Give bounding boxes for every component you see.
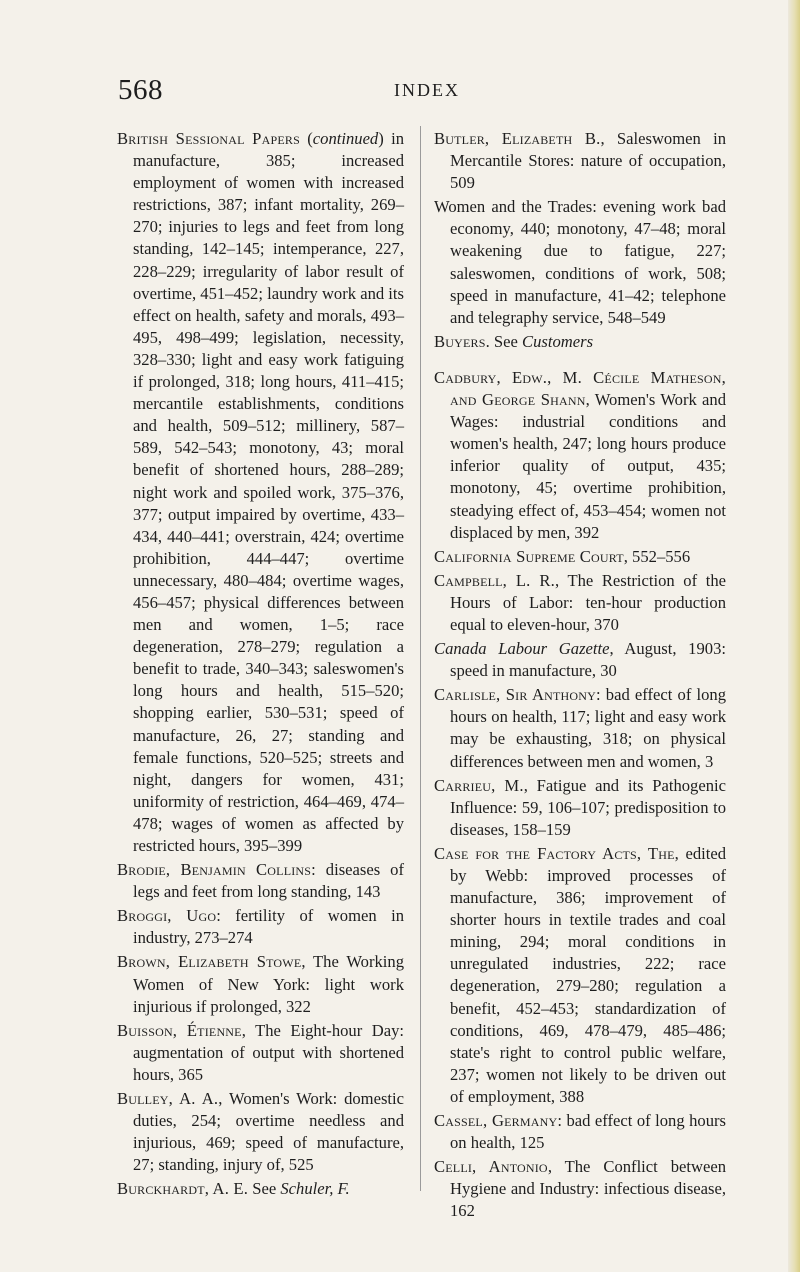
entry-text: in manufacture, 385; increased employment of women with increased restrictions, 387; infant mortality, 269–270; injuries to legs and feet from long standing, 142–145; intemperance, 227, 228–229; irregularity of labor result of overtime, 451–452; laundry work and its effect on health, safety and morals, 493–495, 498–499; legislation, necessity, 328–330; light and easy work fatiguing if prolonged, 318; long hours, 411–415; mercantile establishments, conditions and health, 509–512; millinery, 587–589, 542–543; monotony, 43; moral benefit of shortened hours, 288–289; night work and spoiled work, 375–376, 377; output impaired by overtime, 433–434, 440–441; overstrain, 424; overtime prohibition, 444–447; overtime unnecessary, 480–484; overtime wages, 456–457; physical differences between men and women, 1–5; race degeneration, 278–279; regulation a benefit to trade, 340–343; saleswomen's long hours and health, 515–520; shopping earlier, 530–531; speed of manufacture, 26, 27; standing and female functions, 520–525; streets and night, dangers for women, 431; uniformity of restriction, 464–469, 474–478; wages of women as affected by restricted hours, 395–399: [133, 129, 404, 855]
index-entry: Buisson, Étienne, The Eight-hour Day: augmentation of output with shortened hours, 365: [117, 1020, 404, 1084]
see-label: See: [252, 1179, 277, 1199]
entry-title: Canada Labour Gazette: [434, 639, 610, 659]
entry-text: edited by Webb: improved processes of manufacture, 386; improvement of shorter hours in textile trades and coal mining, 294; moral conditions in unregulated industries, 222; race degeneration, 279–280; regulation a benefit, 452–453; standardization of conditions, 469, 478–479, 485–486; state's right to control public welfare, 237; women not likely to be driven out of employment, 388: [450, 843, 726, 1106]
entry-text: The Eight-hour Day: augmentation of output with shortened hours, 365: [133, 1020, 404, 1084]
entry-text: The Conflict between Hygiene and Industry: infectious disease, 162: [450, 1157, 727, 1221]
entry-heading: Carlisle, Sir Anthony: [434, 685, 597, 705]
index-entry: Broggi, Ugo: fertility of women in industry, 273–274: [117, 906, 404, 948]
entry-heading: Carrieu, M.: [434, 775, 524, 795]
index-entry: Canada Labour Gazette, August, 1903: speed in manufacture, 30: [434, 639, 726, 681]
index-entry: California Supreme Court, 552–556: [434, 546, 691, 566]
running-head: INDEX: [394, 80, 460, 100]
index-entry: Carrieu, M., Fatigue and its Pathogenic Influence: 59, 106–107; predisposition to diseases, 158–159: [434, 775, 726, 839]
entry-heading: Broggi, Ugo: [117, 906, 217, 926]
page-number: 568: [118, 74, 163, 106]
entry-heading: Celli, Antonio: [434, 1157, 548, 1177]
entry-heading: Brown, Elizabeth Stowe: [117, 952, 302, 972]
entry-text: bad effect of long hours on health, 125: [450, 1111, 726, 1153]
entry-heading: California Supreme Court: [434, 546, 624, 566]
see-target: Customers: [522, 331, 594, 351]
entry-text: Women's Work: domestic duties, 254; overtime needless and injurious, 469; speed of manufacture, 27; standing, injury of, 525: [133, 1089, 404, 1175]
see-target: Schuler, F.: [280, 1179, 350, 1199]
index-entry: British Sessional Papers (continued) in manufacture, 385; increased employment of women with increased restrictions, 387; infant mortality, 269–270; injuries to legs and feet from long standing, 142–145; intemperance, 227, 228–229; irregularity of labor result of overtime, 451–452; laundry work and its effect on health, safety and morals, 493–495, 498–499; legislation, necessity, 328–330; light and easy work fatiguing if prolonged, 318; long hours, 411–415; mercantile establishments, conditions and health, 509–512; millinery, 587–589, 542–543; monotony, 43; moral benefit of shortened hours, 288–289; night work and spoiled work, 375–376, 377; output impaired by overtime, 433–434, 440–441; overstrain, 424; overtime prohibition, 444–447; overtime unnecessary, 480–484; overtime wages, 456–457; physical differences between men and women, 1–5; race degeneration, 278–279; regulation a benefit to trade, 340–343; saleswomen's long hours and health, 515–520; shopping earlier, 530–531; speed of manufacture, 26, 27; standing and female functions, 520–525; streets and night, dangers for women, 431; uniformity of restriction, 464–469, 474–478; wages of women as affected by restricted hours, 395–399: [117, 129, 404, 855]
index-entry: Brown, Elizabeth Stowe, The Working Women of New York: light work injurious if prolonged, 322: [117, 952, 404, 1016]
entry-heading: Buyers: [434, 331, 486, 351]
page-edge: [788, 0, 800, 1272]
entry-heading: Buisson, Étienne: [117, 1020, 242, 1040]
column-divider: [420, 126, 421, 1191]
index-entry: Celli, Antonio, The Conflict between Hygiene and Industry: infectious disease, 162: [434, 1157, 727, 1221]
entry-text: fertility of women in industry, 273–274: [133, 906, 404, 948]
index-entry: Buyers. See Customers: [434, 331, 594, 351]
entry-heading: Cadbury, Edw., M. Cécile Matheson, and George Shann: [434, 367, 726, 410]
index-entry: [117, 1178, 404, 1200]
entry-text: diseases of legs and feet from long standing, 143: [133, 860, 404, 902]
entry-text: The Working Women of New York: light work injurious if prolonged, 322: [133, 952, 404, 1016]
right-column: [434, 128, 726, 1225]
entry-heading: Campbell, L. R.: [434, 570, 555, 590]
entry-heading: British Sessional Papers: [117, 129, 300, 148]
index-subentry: [434, 196, 726, 329]
entry-text: 552–556: [632, 546, 691, 566]
entry-heading: Brodie, Benjamin Collins: [117, 860, 312, 880]
left-column: [117, 128, 404, 1203]
entry-heading: Butler, Elizabeth B.: [434, 129, 601, 148]
entry-text: bad effect of long hours on health, 117; light and easy work may be exhausting, 318; on physical differences between men and women, 3: [450, 685, 727, 771]
index-entry: Cassel, Germany: bad effect of long hours on health, 125: [434, 1111, 726, 1153]
index-entry: Carlisle, Sir Anthony: bad effect of long hours on health, 117; light and easy work may be exhausting, 318; on physical differences between men and women, 3: [434, 685, 727, 771]
entry-heading: Cassel, Germany: [434, 1111, 558, 1131]
index-entry: Brodie, Benjamin Collins: diseases of legs and feet from long standing, 143: [117, 860, 404, 902]
entry-text: The Restriction of the Hours of Labor: ten-hour production equal to eleven-hour, 370: [450, 570, 726, 634]
entry-note: continued: [312, 129, 379, 148]
entry-heading: Case for the Factory Acts, The: [434, 843, 675, 863]
page-header: [118, 74, 738, 114]
see-label: See: [493, 331, 518, 351]
entry-heading: Burckhardt, A. E.: [117, 1179, 249, 1199]
entry-text: Women and the Trades: evening work bad economy, 440; monotony, 47–48; moral weakening due to fatigue, 227; saleswomen, conditions of work, 508; speed in manufacture, 41–42; telephone and telegraphy service, 548–549: [434, 197, 726, 327]
index-entry: Cadbury, Edw., M. Cécile Matheson, and George Shann, Women's Work and Wages: industrial conditions and women's health, 247; long hours produce inferior quality of output, 435; monotony, 45; overtime prohibition, steadying effect of, 453–454; women not displaced by men, 392: [434, 367, 726, 542]
index-entry: Campbell, L. R., The Restriction of the Hours of Labor: ten-hour production equal to eleven-hour, 370: [434, 570, 726, 634]
entry-heading: Bulley, A. A.: [117, 1089, 219, 1109]
index-entry: Bulley, A. A., Women's Work: domestic duties, 254; overtime needless and injurious, 469; speed of manufacture, 27; standing, injury of, 525: [117, 1089, 404, 1175]
index-entry: Case for the Factory Acts, The, edited by Webb: improved processes of manufacture, 386; improvement of shorter hours in textile trades and coal mining, 294; moral conditions in unregulated industries, 222; race degeneration, 279–280; regulation a benefit, 452–453; standardization of conditions, 469, 478–479, 485–486; state's right to control public welfare, 237; women not likely to be driven out of employment, 388: [434, 843, 726, 1106]
entry-text: August, 1903: speed in manufacture, 30: [450, 639, 726, 681]
entry-text: Fatigue and its Pathogenic Influence: 59, 106–107; predisposition to diseases, 158–159: [450, 775, 726, 839]
entry-text: Saleswomen in Mercantile Stores: nature of occupation, 509: [450, 129, 726, 193]
entry-text: Women's Work and Wages: industrial conditions and women's health, 247; long hours produce inferior quality of output, 435; monotony, 45; overtime prohibition, steadying effect of, 453–454; women not displaced by men, 392: [450, 390, 726, 542]
index-entry: Butler, Elizabeth B., Saleswomen in Mercantile Stores: nature of occupation, 509: [434, 129, 726, 193]
